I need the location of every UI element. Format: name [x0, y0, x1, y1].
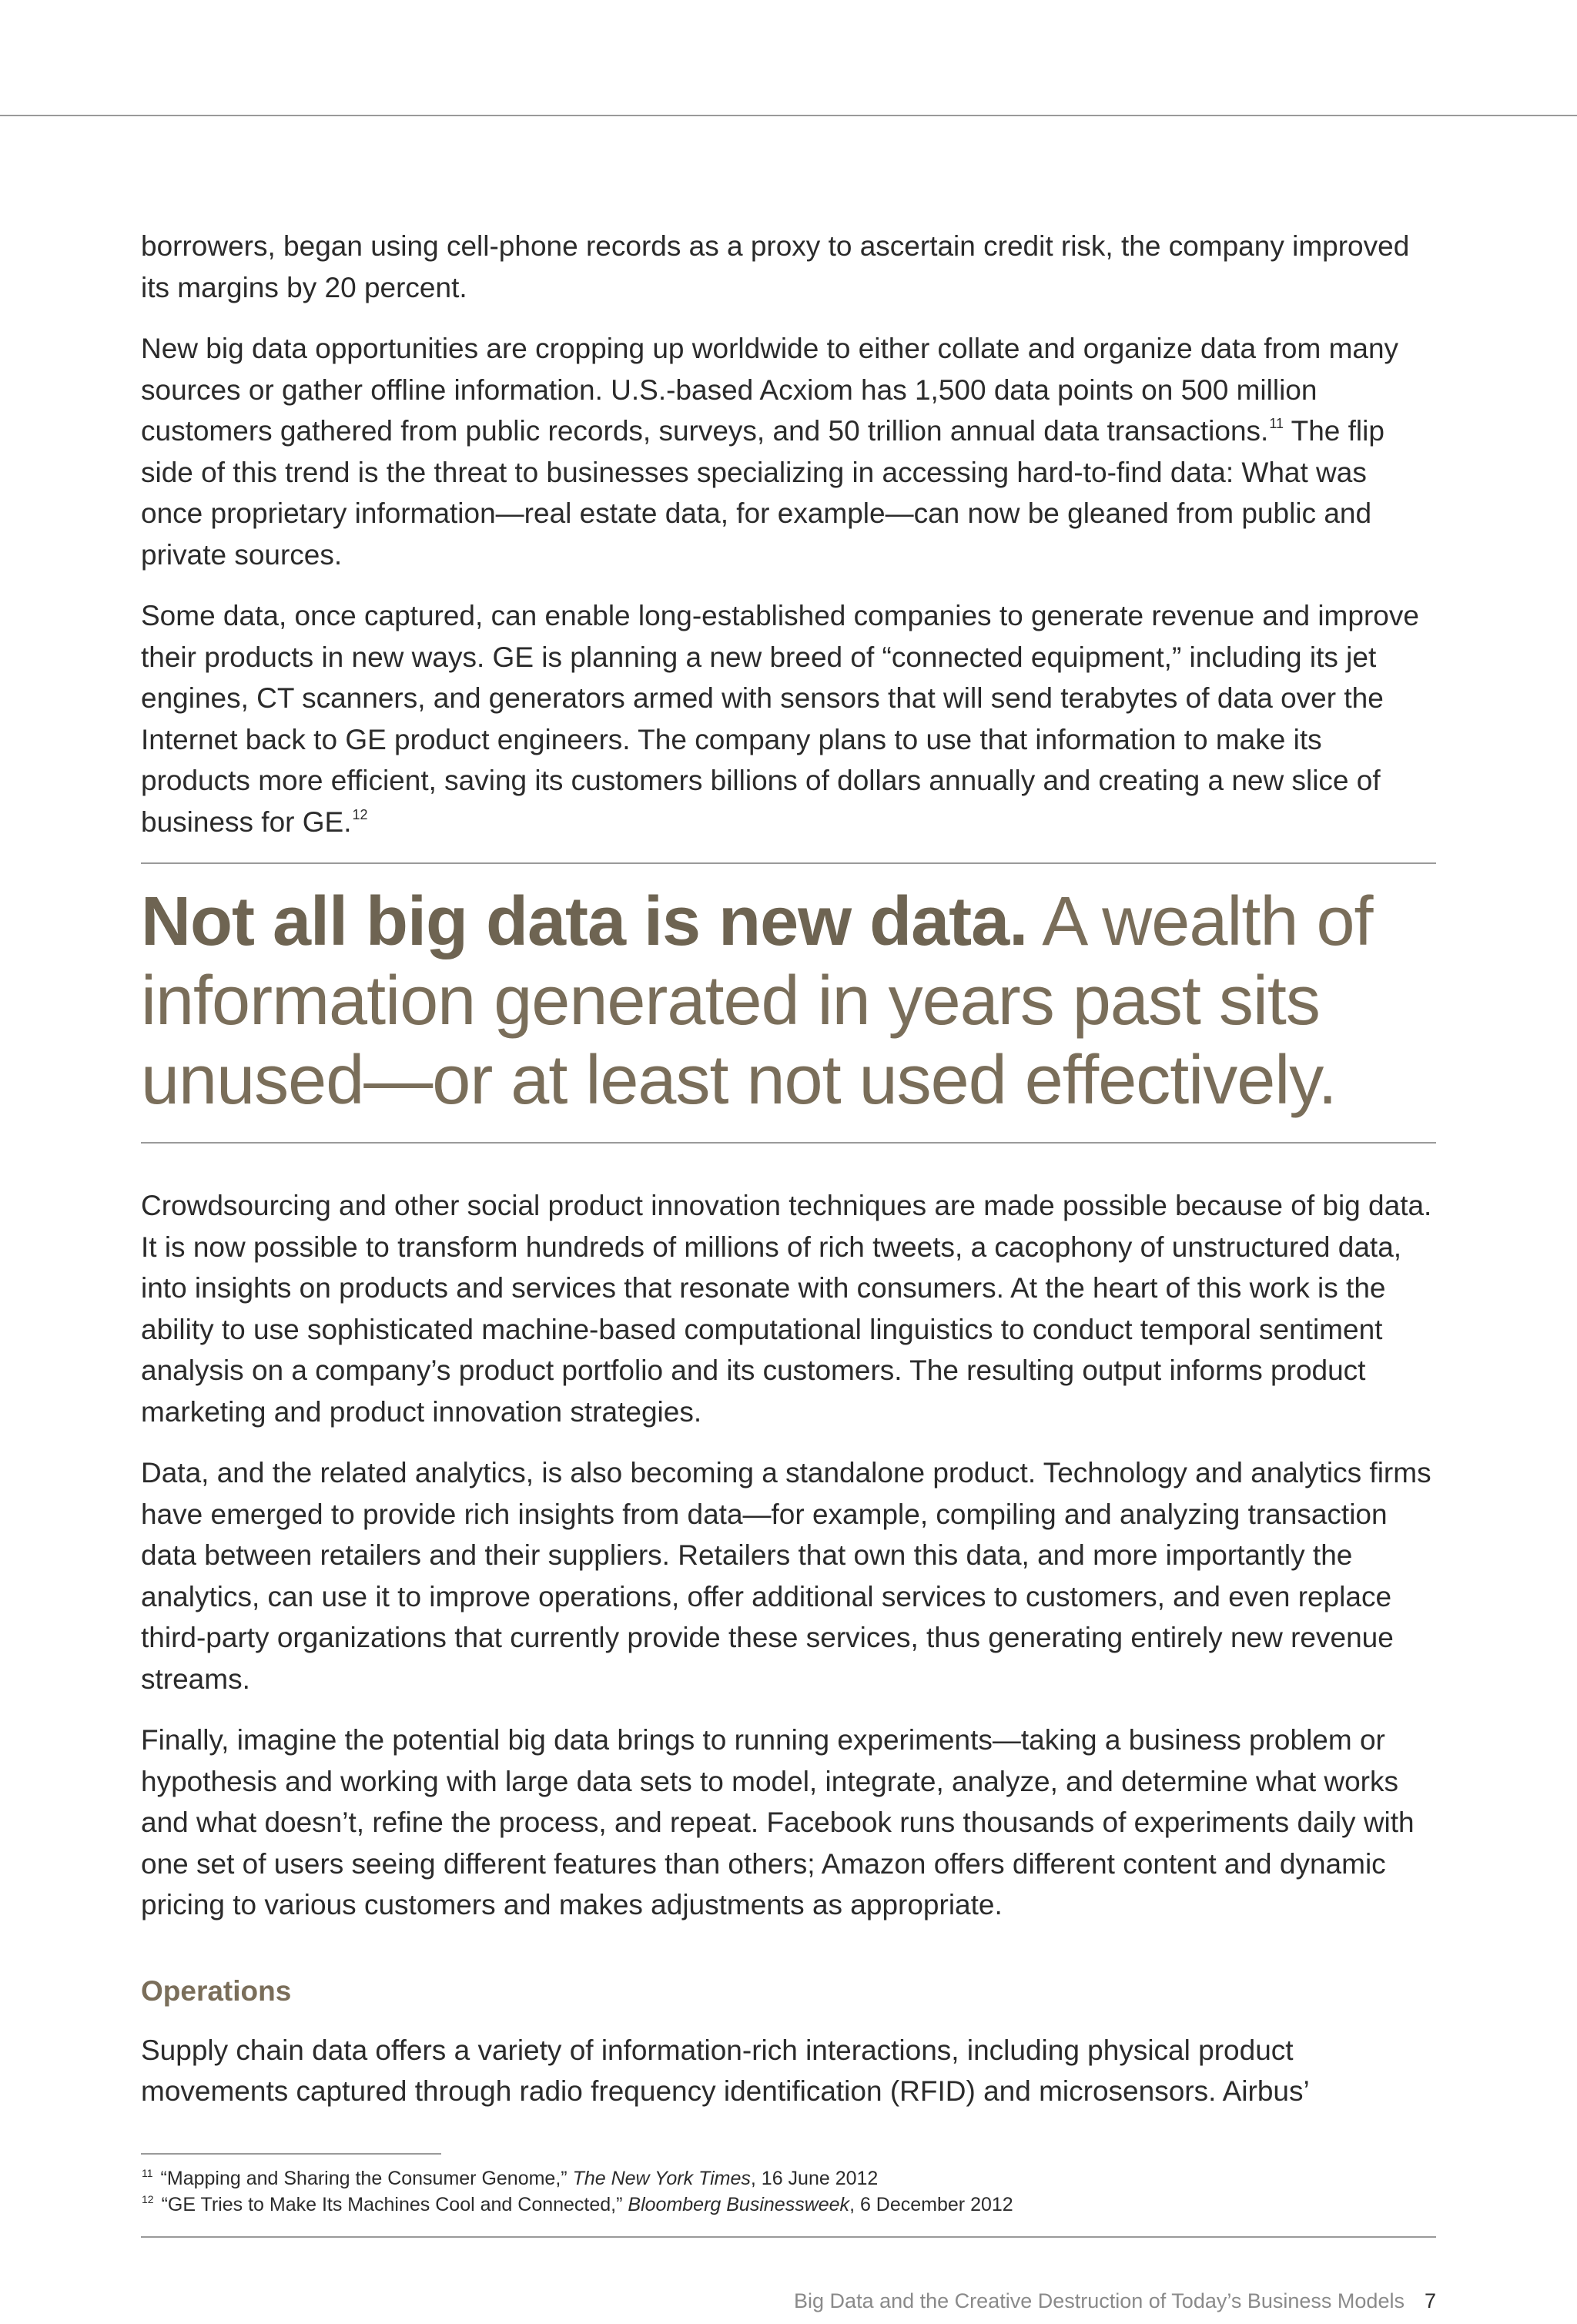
footnote-source: Bloomberg Businessweek — [628, 2194, 850, 2215]
footnote-ref-12[interactable]: 12 — [352, 806, 368, 822]
footnote-text: “GE Tries to Make Its Machines Cool and Connected,” — [161, 2194, 628, 2215]
header-rule — [0, 115, 1577, 116]
footnote-number: 12 — [142, 2193, 154, 2205]
main-content — [141, 226, 1436, 2132]
pull-quote-block — [141, 862, 1436, 1144]
paragraph-5: Data, and the related analytics, is also becoming a standalone product. Technology and analytics firms have emerged to provide rich insights from data—for example, compiling and analyzing transaction data between retailers and their suppliers. Retailers that own this data, and more importantly the analytics, can use it to improve operations, offer additional services to customers, and even replace third-party organizations that currently provide these services, thus generating entirely new revenue streams. — [141, 1457, 1431, 1695]
footnote-source: The New York Times — [572, 2168, 751, 2189]
footnote-text: “Mapping and Sharing the Consumer Genome,” — [160, 2168, 573, 2189]
paragraph-1 — [141, 226, 1436, 308]
footnote-date: , 6 December 2012 — [849, 2194, 1013, 2215]
page-number: 7 — [1424, 2289, 1436, 2312]
footnote-rule — [141, 2153, 441, 2155]
page-footer — [141, 2285, 1436, 2316]
section-heading-operations: Operations — [141, 1974, 292, 2007]
footer-title: Big Data and the Creative Destruction of Today’s Business Models — [794, 2289, 1405, 2312]
footnote-11 — [141, 2165, 1436, 2192]
footer-rule — [141, 2236, 1436, 2238]
paragraph-3 — [141, 595, 1436, 842]
paragraph-text: borrowers, began using cell-phone records as a proxy to ascertain credit risk, the company improved its margins by 20 percent. — [141, 230, 1410, 303]
paragraph-4: Crowdsourcing and other social product innovation techniques are made possible because of big data. It is now possible to transform hundreds of millions of rich tweets, a cacophony of unstructured data, into insights on products and services that resonate with consumers. At the heart of this work is the ability to use sophisticated machine-based computational linguistics to conduct temporal sentiment analysis on a company’s product portfolio and its customers. The resulting output informs product marketing and product innovation strategies. — [141, 1190, 1432, 1428]
pull-quote-emphasis: Not all big data is new data. — [141, 883, 1028, 960]
paragraph-text-continued: The flip side of this trend is the threat to businesses specializing in accessing hard-to-find data: What was once proprietary information—real estate data, for example—can now be gleaned from public and private sources. — [141, 415, 1384, 571]
pull-quote-text: A wealth of information generated in years past sits unused—or at least not used effectively. — [141, 883, 1373, 1119]
paragraph-2 — [141, 328, 1436, 575]
pull-quote — [141, 864, 1436, 1142]
paragraph-text: New big data opportunities are cropping up worldwide to either collate and organize data from many sources or gather offline information. U.S.-based Acxiom has 1,500 data points on 500 million customers gathered from public records, surveys, and 50 trillion annual data transactions. — [141, 333, 1399, 447]
footnote-12 — [141, 2192, 1436, 2218]
pull-quote-bottom-rule — [141, 1142, 1436, 1144]
footnotes — [141, 2153, 1436, 2218]
footnote-date: , 16 June 2012 — [750, 2168, 879, 2189]
paragraph-7: Supply chain data offers a variety of information-rich interactions, including physical product movements captured through radio frequency identification (RFID) and microsensors. Airbus’ — [141, 2034, 1310, 2107]
paragraph-text: Some data, once captured, can enable long-established companies to generate revenue and improve their products in new ways. GE is planning a new breed of “connected equipment,” including its jet engines, CT scanners, and generators armed with sensors that will send terabytes of data over the Internet back to GE product engineers. The company plans to use that information to make its products more efficient, saving its customers billions of dollars annually and creating a new slice of business for GE. — [141, 600, 1419, 838]
footnote-ref-11[interactable]: 11 — [1269, 416, 1284, 431]
footnote-number: 11 — [142, 2167, 153, 2179]
paragraph-6: Finally, imagine the potential big data brings to running experiments—taking a business problem or hypothesis and working with large data sets to model, integrate, analyze, and determine what works and what doesn’t, refine the process, and repeat. Facebook runs thousands of experiments daily with one set of users seeing different features than others; Amazon offers different content and dynamic pricing to various customers and makes adjustments as appropriate. — [141, 1724, 1415, 1920]
